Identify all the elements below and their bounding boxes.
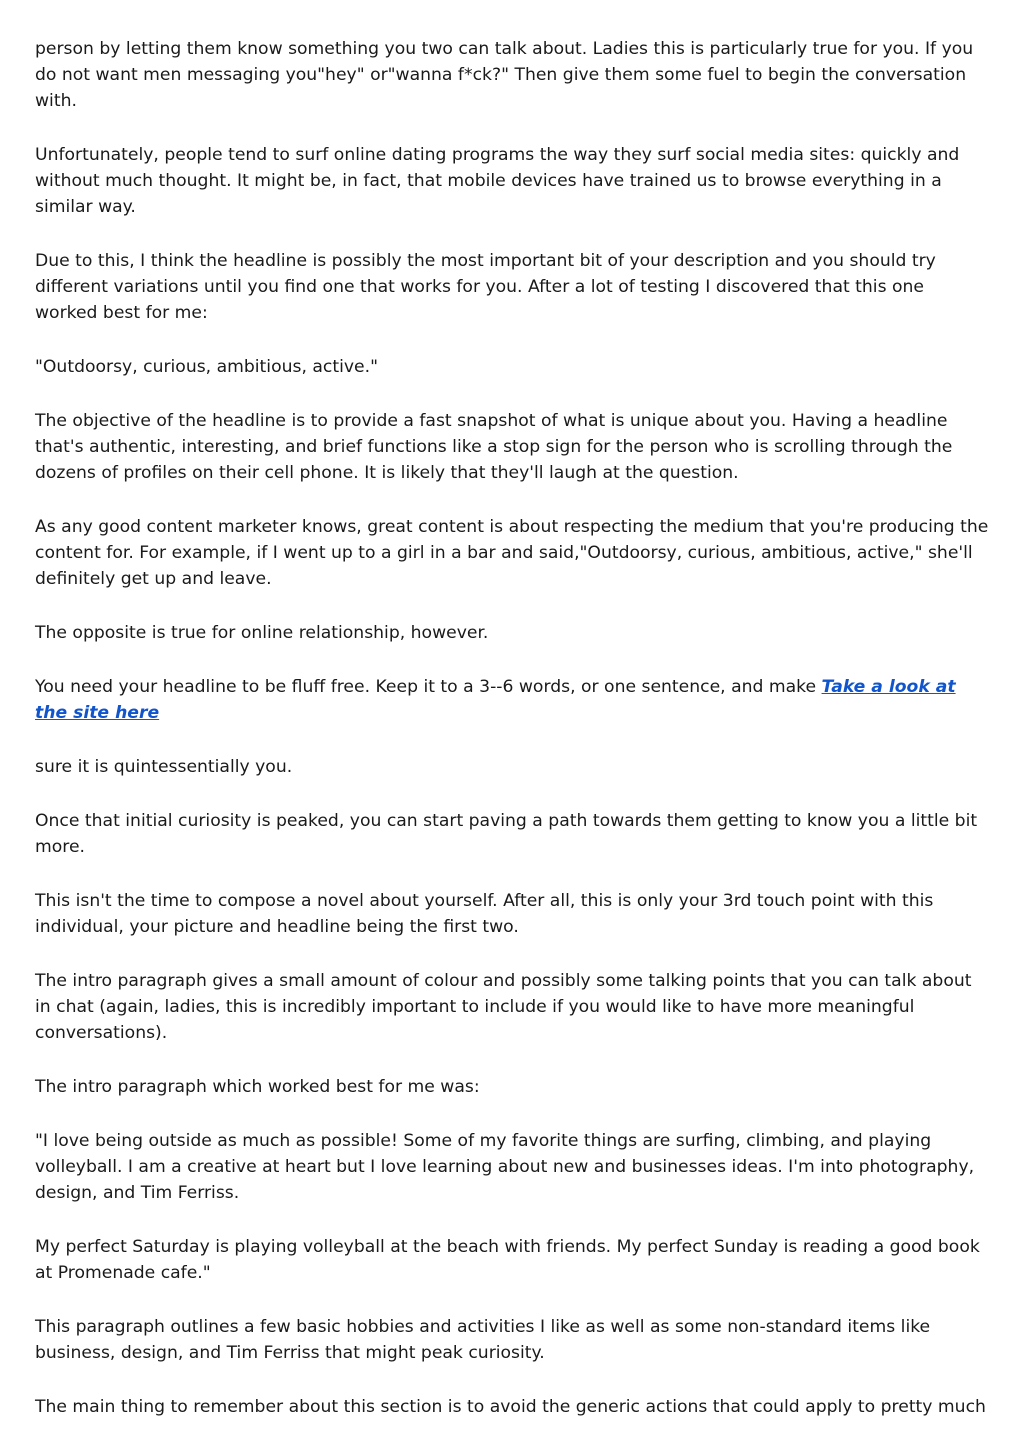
paragraph: My perfect Saturday is playing volleyball at the beach with friends. My perfect Sunday is reading a good book at Promenade cafe."	[35, 1237, 980, 1283]
paragraph: "Outdoorsy, curious, ambitious, active."	[35, 357, 378, 377]
paragraph: The intro paragraph gives a small amount of colour and possibly some talking points that you can talk about in chat (again, ladies, this is incredibly important to include if you would like to have more meaningful conversations).	[35, 971, 972, 1043]
paragraph: "I love being outside as much as possible! Some of my favorite things are surfing, climbing, and playing volleyball. I am a creative at heart but I love learning about new and businesses ideas. I'm into photography, design, and Tim Ferriss.	[35, 1131, 975, 1203]
paragraph: As any good content marketer knows, great content is about respecting the medium that you're producing the content for. For example, if I went up to a girl in a bar and said,"Outdoorsy, curious, ambitious, active," she'll definitely get up and leave.	[35, 517, 989, 589]
paragraph-with-link	[35, 674, 990, 726]
paragraph-text: You need your headline to be fluff free. Keep it to a 3--6 words, or one sentence, and make	[35, 677, 822, 697]
paragraph: Once that initial curiosity is peaked, you can start paving a path towards them getting to know you a little bit more.	[35, 811, 978, 857]
paragraph: person by letting them know something you two can talk about. Ladies this is particularly true for you. If you do not want men messaging you"hey" or"wanna f*ck?" Then give them some fuel to begin the conversation with.	[35, 39, 974, 111]
paragraph: This isn't the time to compose a novel about yourself. After all, this is only your 3rd touch point with this individual, your picture and headline being the first two.	[35, 891, 934, 937]
paragraph: sure it is quintessentially you.	[35, 757, 293, 777]
paragraph: The intro paragraph which worked best for me was:	[35, 1077, 480, 1097]
paragraph: The objective of the headline is to provide a fast snapshot of what is unique about you. Having a headline that's authentic, interesting, and brief functions like a stop sign for the person who is scrolling through the dozens of profiles on their cell phone. It is likely that they'll laugh at the question.	[35, 411, 953, 483]
paragraph: This paragraph outlines a few basic hobbies and activities I like as well as some non-standard items like business, design, and Tim Ferriss that might peak curiosity.	[35, 1317, 931, 1363]
paragraph: The main thing to remember about this section is to avoid the generic actions that could apply to pretty much	[35, 1397, 986, 1417]
document-body	[35, 36, 990, 1448]
paragraph: The opposite is true for online relationship, however.	[35, 623, 489, 643]
paragraph: Unfortunately, people tend to surf online dating programs the way they surf social media sites: quickly and without much thought. It might be, in fact, that mobile devices have trained us to browse everything in a similar way.	[35, 145, 960, 217]
paragraph: Due to this, I think the headline is possibly the most important bit of your description and you should try different variations until you find one that works for you. After a lot of testing I discovered that this one worked best for me:	[35, 251, 936, 323]
site-link[interactable]: Take a look at the site here	[35, 677, 956, 723]
